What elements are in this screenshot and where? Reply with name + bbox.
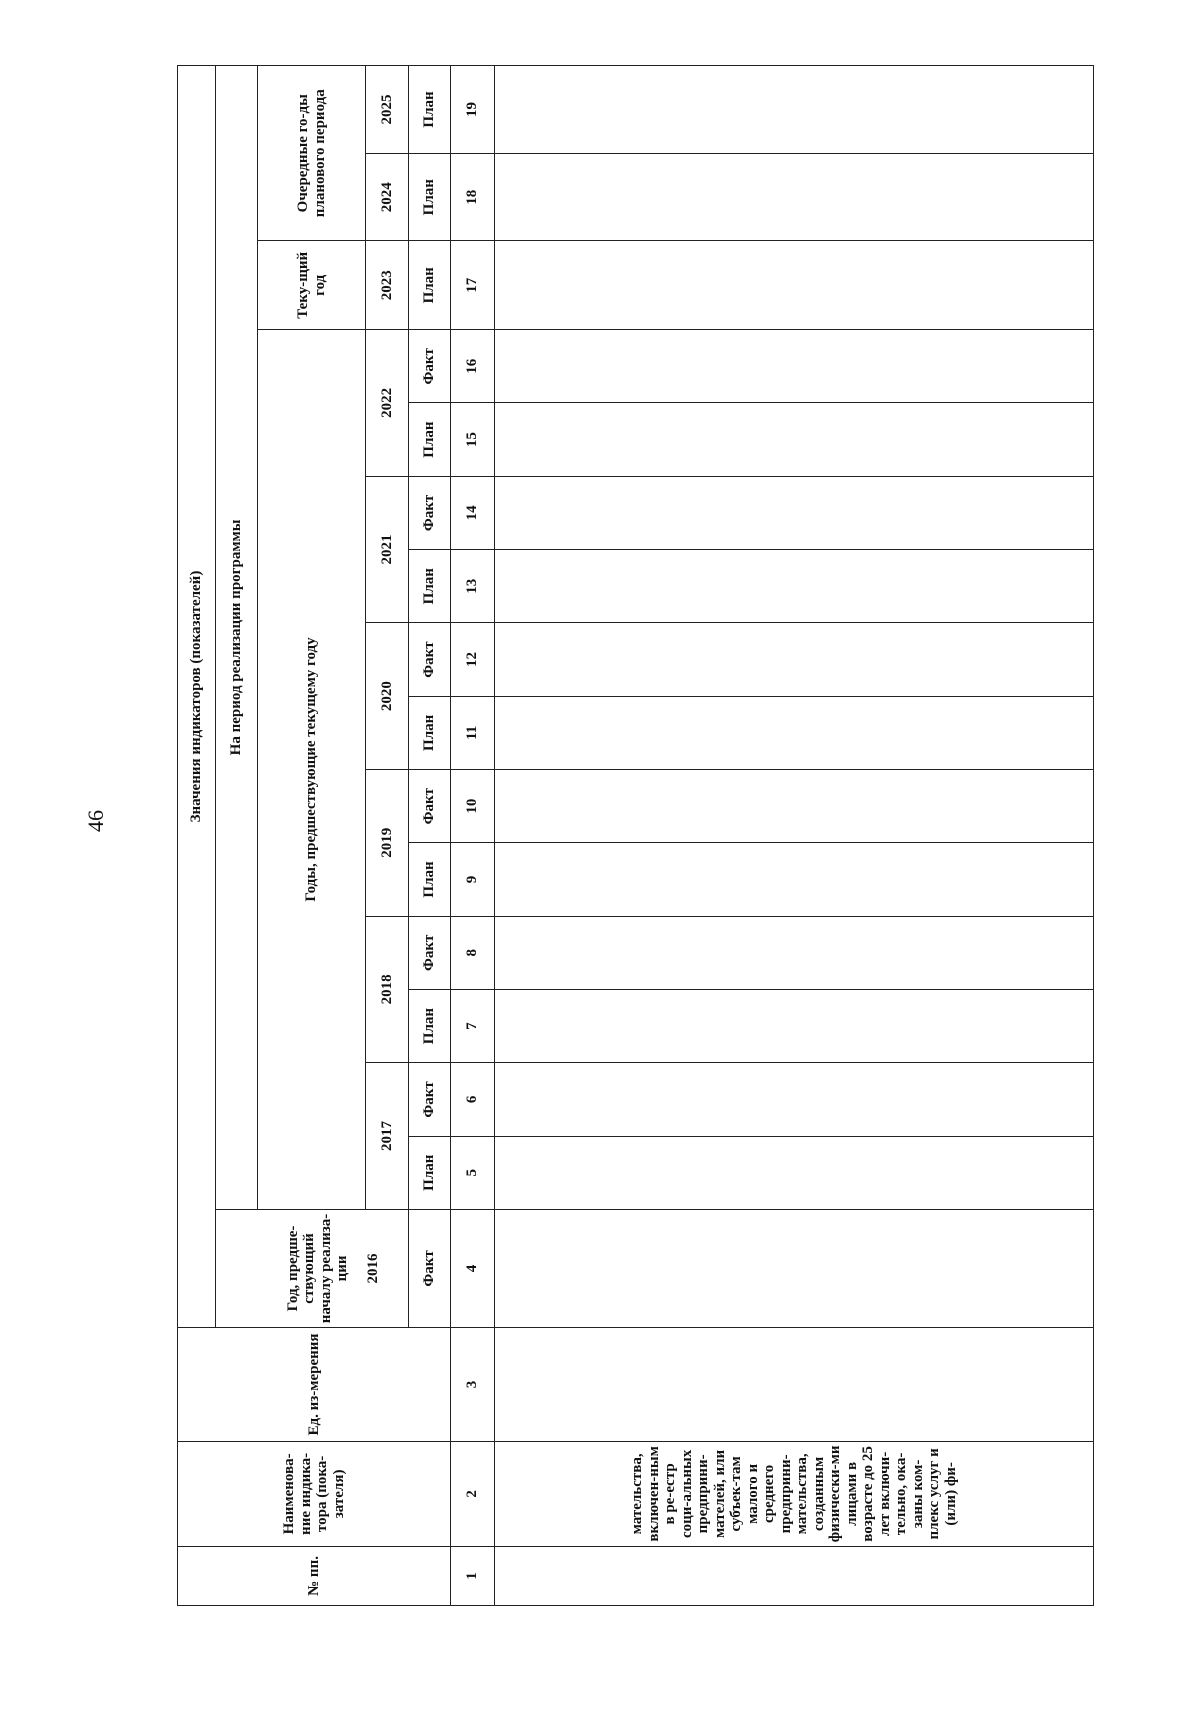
label-fact-2018: Факт xyxy=(409,916,451,989)
data-cell xyxy=(495,989,1094,1062)
year-2020: 2020 xyxy=(366,623,409,770)
col-number: 6 xyxy=(451,1063,495,1136)
col-number: 7 xyxy=(451,989,495,1062)
data-cell xyxy=(495,476,1094,549)
col-number: 2 xyxy=(451,1441,495,1546)
header-current-year: Теку-щий год xyxy=(258,241,366,330)
col-number: 10 xyxy=(451,769,495,842)
year-2016: 2016 xyxy=(364,1253,381,1284)
data-cell xyxy=(495,843,1094,916)
header-blank xyxy=(216,1209,258,1327)
year-2024: 2024 xyxy=(366,153,409,241)
data-cell xyxy=(495,330,1094,403)
header-name: Наименова-ние индика-тора (пока-зателя) xyxy=(178,1441,451,1546)
year-2017: 2017 xyxy=(366,1063,409,1210)
col-number: 12 xyxy=(451,623,495,696)
indicator-table xyxy=(177,65,1094,1606)
header-period: На период реализации программы xyxy=(216,66,258,1210)
label-plan-2025: План xyxy=(409,66,451,154)
col-number: 18 xyxy=(451,153,495,241)
label-plan-2019: План xyxy=(409,843,451,916)
indicator-table-rotated xyxy=(177,65,1094,1606)
data-cell xyxy=(495,696,1094,769)
label-fact-2020: Факт xyxy=(409,623,451,696)
col-number: 1 xyxy=(451,1546,495,1605)
data-cell xyxy=(495,916,1094,989)
label-plan-2018: План xyxy=(409,989,451,1062)
data-cell xyxy=(495,1546,1094,1605)
year-2023: 2023 xyxy=(366,241,409,330)
col-number: 16 xyxy=(451,330,495,403)
label-fact-2022: Факт xyxy=(409,330,451,403)
col-number: 3 xyxy=(451,1328,495,1442)
label-fact-2021: Факт xyxy=(409,476,451,549)
header-num: № пп. xyxy=(178,1546,451,1605)
data-cell xyxy=(495,1209,1094,1327)
label-fact-2016: Факт xyxy=(409,1209,451,1327)
header-values: Значения индикаторов (показателей) xyxy=(178,66,216,1328)
col-number: 9 xyxy=(451,843,495,916)
header-years-before: Годы, предшествующие текущему году xyxy=(258,330,366,1210)
year-2022: 2022 xyxy=(366,330,409,477)
year-2018: 2018 xyxy=(366,916,409,1063)
header-prev-year: Год, предше-ствующий началу реализа-ции 2016 xyxy=(258,1209,409,1327)
data-cell xyxy=(495,1328,1094,1442)
col-number: 4 xyxy=(451,1209,495,1327)
header-unit: Ед. из-мерения xyxy=(178,1328,451,1442)
label-fact-2017: Факт xyxy=(409,1063,451,1136)
data-cell xyxy=(495,1063,1094,1136)
data-cell xyxy=(495,153,1094,241)
data-cell xyxy=(495,623,1094,696)
col-number: 15 xyxy=(451,403,495,476)
indicator-description: мательства, включен-ным в ре-естр соци-альных предприни-мателей, или субъек-там малого и среднего предприни-мательства, созданным физически-ми лицами в возрасте до 25 лет включи-тельно, ока-заны ком-плекс услуг и (или) фи- xyxy=(495,1441,1094,1546)
year-2019: 2019 xyxy=(366,769,409,916)
label-plan-2022: План xyxy=(409,403,451,476)
col-number: 13 xyxy=(451,550,495,623)
label-plan-2020: План xyxy=(409,696,451,769)
data-cell xyxy=(495,66,1094,154)
col-number: 11 xyxy=(451,696,495,769)
col-number: 14 xyxy=(451,476,495,549)
year-2021: 2021 xyxy=(366,476,409,623)
col-number: 19 xyxy=(451,66,495,154)
data-cell xyxy=(495,550,1094,623)
page-number: 46 xyxy=(83,810,108,832)
col-number: 5 xyxy=(451,1136,495,1209)
header-next-years: Очередные го-ды планового периода xyxy=(258,66,366,241)
col-number: 17 xyxy=(451,241,495,330)
data-cell xyxy=(495,403,1094,476)
data-cell xyxy=(495,1136,1094,1209)
data-cell xyxy=(495,769,1094,842)
col-number: 8 xyxy=(451,916,495,989)
label-plan-2021: План xyxy=(409,550,451,623)
label-plan-2023: План xyxy=(409,241,451,330)
label-plan-2024: План xyxy=(409,153,451,241)
label-plan-2017: План xyxy=(409,1136,451,1209)
label-fact-2019: Факт xyxy=(409,769,451,842)
data-cell xyxy=(495,241,1094,330)
year-2025: 2025 xyxy=(366,66,409,154)
